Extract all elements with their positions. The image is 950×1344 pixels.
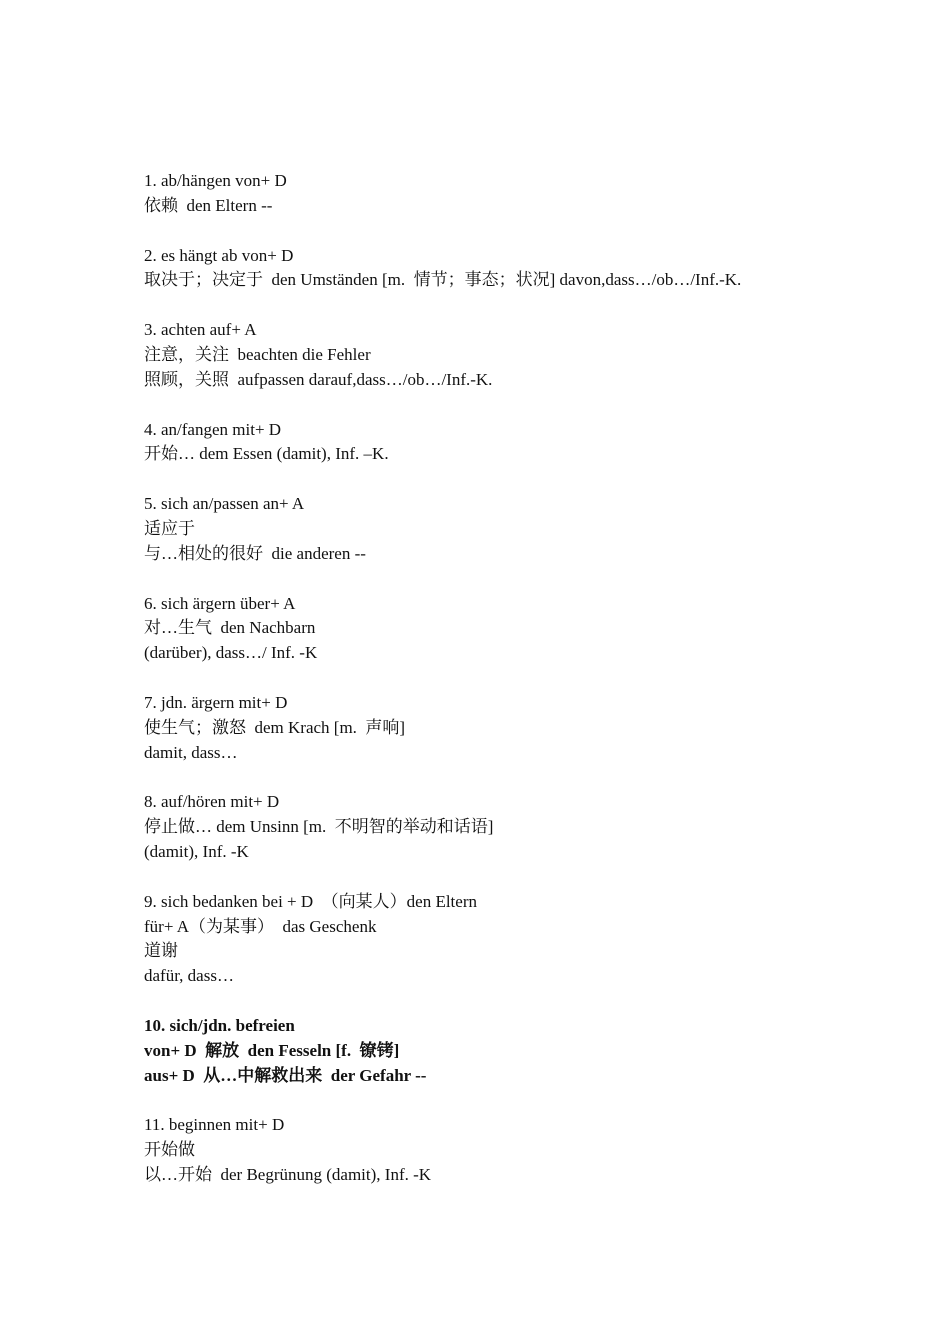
- vocabulary-entry: [144, 1113, 904, 1187]
- entry-line: 以…开始 der Begrünung (damit), Inf. -K: [144, 1164, 432, 1184]
- entry-line: 开始做: [144, 1140, 195, 1160]
- vocabulary-entry: [144, 318, 904, 392]
- vocabulary-entry: [144, 492, 904, 566]
- entry-headword: 11. beginnen mit+ D: [144, 1115, 285, 1135]
- entry-line: 适应于: [144, 518, 195, 538]
- entry-line: 注意，关注 beachten die Fehler: [144, 344, 371, 364]
- vocabulary-entry: [144, 592, 904, 666]
- entry-line: (damit), Inf. -K: [144, 841, 249, 861]
- entry-line: 依赖 den Eltern --: [144, 195, 273, 215]
- entry-headword: 7. jdn. ärgern mit+ D: [144, 692, 288, 712]
- entry-headword: 4. an/fangen mit+ D: [144, 419, 282, 439]
- entry-line: (darüber), dass…/ Inf. -K: [144, 643, 318, 663]
- entry-headword: 10. sich/jdn. befreien: [144, 1015, 295, 1035]
- vocabulary-entry: [144, 790, 904, 864]
- entry-line: 开始… dem Essen (damit), Inf. –K.: [144, 444, 389, 464]
- entry-line: dafür, dass…: [144, 966, 234, 986]
- entry-headword: 1. ab/hängen von+ D: [144, 171, 287, 190]
- vocabulary-list: [144, 169, 904, 1213]
- entry-line: 与…相处的很好 die anderen --: [144, 543, 366, 563]
- entry-line: 道谢: [144, 941, 178, 961]
- entry-line: 停止做… dem Unsinn [m. 不明智的举动和话语]: [144, 817, 494, 837]
- entry-headword: 5. sich an/passen an+ A: [144, 494, 305, 514]
- entry-line: 取决于；决定于 den Umständen [m. 情节；事态；状况] davon,dass…/ob…/Inf.-K.: [144, 270, 742, 290]
- vocabulary-entry: [144, 244, 904, 294]
- vocabulary-entry: [144, 1014, 904, 1088]
- entry-headword: 2. es hängt ab von+ D: [144, 245, 294, 265]
- entry-line: aus+ D 从…中解救出来 der Gefahr --: [144, 1065, 427, 1085]
- entry-line: von+ D 解放 den Fesseln [f. 镣铐]: [144, 1040, 400, 1060]
- entry-headword: 3. achten auf+ A: [144, 320, 257, 340]
- entry-line: damit, dass…: [144, 742, 238, 762]
- entry-line: 使生气；激怒 dem Krach [m. 声响]: [144, 717, 406, 737]
- entry-headword: 9. sich bedanken bei + D （向某人）den Eltern: [144, 891, 477, 911]
- entry-headword: 8. auf/hören mit+ D: [144, 792, 280, 812]
- vocabulary-entry: [144, 169, 904, 219]
- entry-headword: 6. sich ärgern über+ A: [144, 593, 296, 613]
- vocabulary-entry: [144, 418, 904, 468]
- entry-line: für+ A（为某事） das Geschenk: [144, 916, 377, 936]
- entry-line: 对…生气 den Nachbarn: [144, 618, 316, 638]
- vocabulary-entry: [144, 890, 904, 989]
- vocabulary-entry: [144, 691, 904, 765]
- entry-line: 照顾，关照 aufpassen darauf,dass…/ob…/Inf.-K.: [144, 369, 493, 389]
